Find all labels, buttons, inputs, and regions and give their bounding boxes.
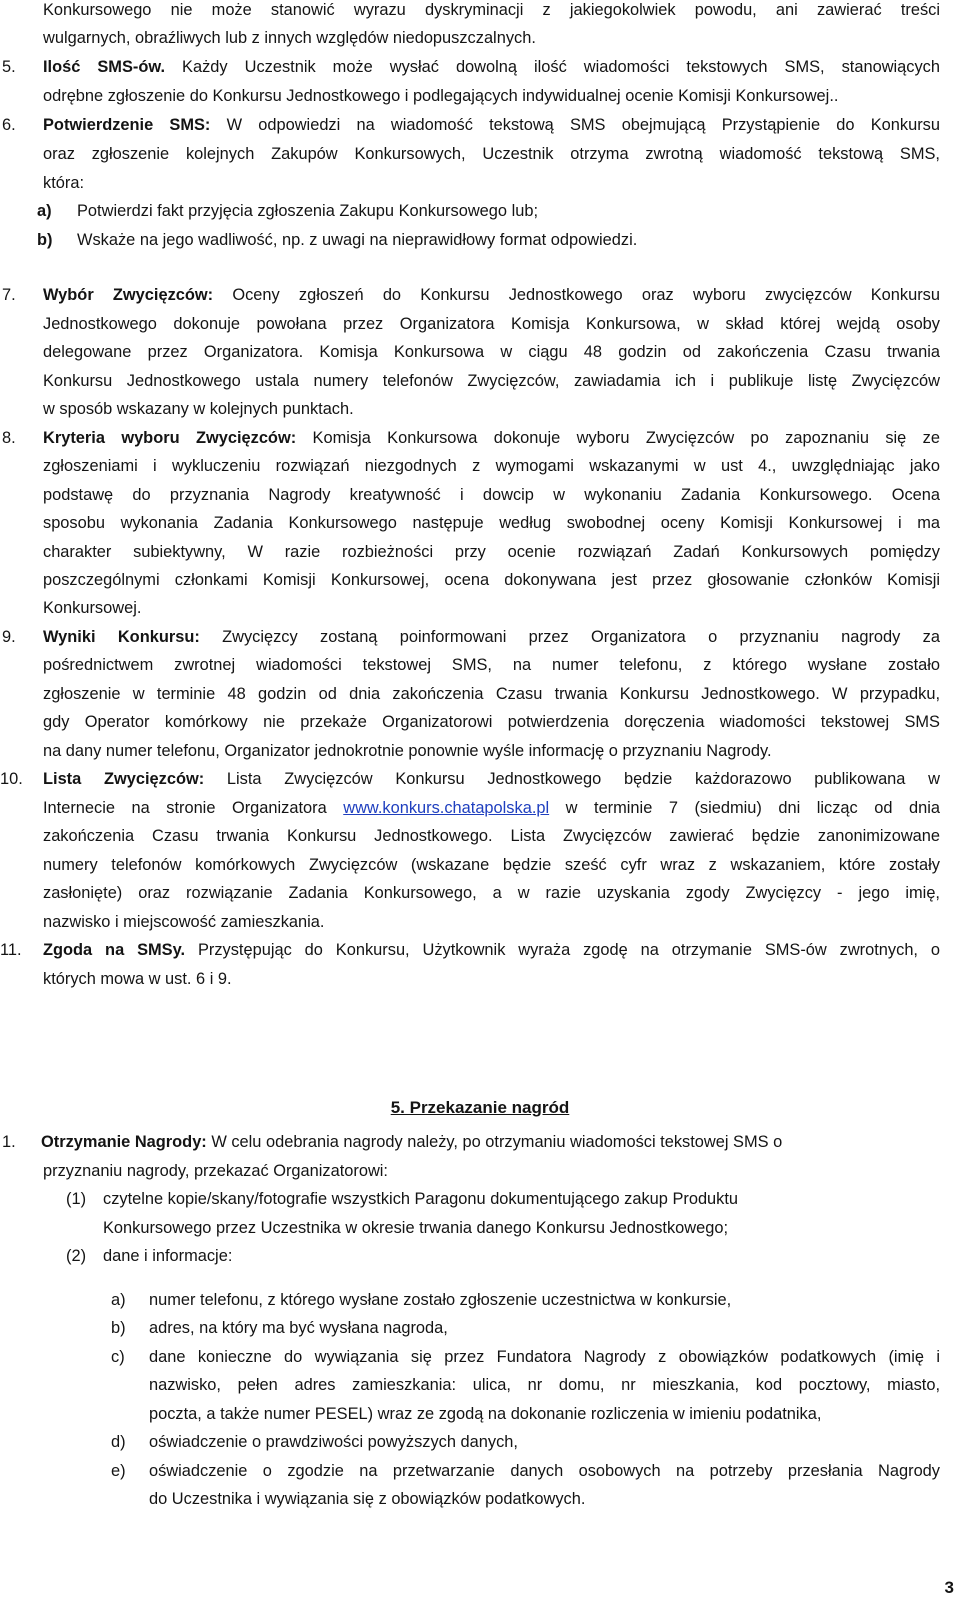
item-9-line: na dany numer telefonu, Organizator jednokrotnie ponownie wyśle informację o przyznaniu Nagrody. <box>43 742 772 760</box>
item-text: Komisja Konkursowa dokonuje wyboru Zwycięzców po zapoznaniu się ze <box>296 429 940 447</box>
item-6-line <box>43 115 940 135</box>
item-6-line: która: <box>43 174 84 192</box>
item-8-line: zgłoszeniami i wykluczeniu rozwiązań niezgodnych z wymogami wskazanymi w ust 4., uwzględniając jako <box>43 457 940 475</box>
list-label: (2) <box>66 1247 87 1265</box>
section-item-line <box>41 1132 782 1152</box>
item-10-line: nazwisko i miejscowość zamieszkania. <box>43 913 325 931</box>
item-10-line <box>43 798 940 818</box>
item-number: 9. <box>2 628 16 646</box>
item-heading: Ilość SMS-ów. <box>43 58 166 76</box>
item-7-line <box>43 285 940 305</box>
item-heading: Wyniki Konkursu: <box>43 628 200 646</box>
item-7-line: w sposób wskazany w kolejnych punktach. <box>43 400 354 418</box>
list-text: dane i informacje: <box>103 1247 233 1265</box>
item-number: 5. <box>2 58 16 76</box>
list-label: (1) <box>66 1190 87 1208</box>
item-10-line: zasłonięte) oraz rozwiązanie Zadania Konkursowego, a w razie uzyskania zgody Zwycięzcy - jego imię, <box>43 884 940 902</box>
item-number: 6. <box>2 116 16 134</box>
subitem-label: a) <box>37 202 52 220</box>
subitem-label: e) <box>111 1462 126 1480</box>
item-8-line: charakter subiektywny, W razie rozbieżności przy ocenie rozwiązań Zadań Konkursowych pomiędzy <box>43 543 940 561</box>
item-8-line: sposobu wykonania Zadania Konkursowego następuje według swobodnej oceny Komisji Konkursowej i ma <box>43 514 940 532</box>
item-8-line: poszczególnymi członkami Komisji Konkursowej, ocena dokonywana jest przez głosowanie członków Komisji <box>43 571 940 589</box>
item-text: Zwycięzcy zostaną poinformowani przez Organizatora o przyznaniu nagrody za <box>199 628 940 646</box>
subitem-text: oświadczenie o prawdziwości powyższych danych, <box>149 1433 518 1451</box>
item-text: Każdy Uczestnik może wysłać dowolną ilość wiadomości tekstowych SMS, stanowiących <box>165 58 940 76</box>
item-heading: Kryteria wyboru Zwycięzców: <box>43 429 297 447</box>
subitem-text: poczta, a także numer PESEL) wraz ze zgodą na dokonanie rozliczenia w imieniu podatnika, <box>149 1405 822 1423</box>
item-10-line: numery telefonów komórkowych Zwycięzców (wskazane będzie sześć cyfr wraz z wskazaniem, które zostały <box>43 856 940 874</box>
paragraph-line: Konkursowego nie może stanowić wyrazu dyskryminacji z jakiegokolwiek powodu, ani zawierać treści <box>43 1 940 19</box>
item-number: 8. <box>2 429 16 447</box>
subitem-label: b) <box>37 231 53 249</box>
item-8-line <box>43 428 940 448</box>
subitem-label: b) <box>111 1319 126 1337</box>
subitem-text: nazwisko, pełen adres zamieszkania: ulica, nr domu, nr mieszkania, kod pocztowy, miasto, <box>149 1376 940 1394</box>
item-8-line: Konkursowej. <box>43 599 142 617</box>
item-text: W odpowiedzi na wiadomość tekstową SMS obejmującą Przystąpienie do Konkursu <box>210 116 940 134</box>
item-text: Przystępując do Konkursu, Użytkownik wyraża zgodę na otrzymanie SMS-ów zwrotnych, o <box>185 941 940 959</box>
item-8-line: podstawę do przyznania Nagrody kreatywność i dowcip w wykonaniu Zadania Konkursowego. Ocena <box>43 486 940 504</box>
item-10-line <box>43 769 940 789</box>
item-text: Oceny zgłoszeń do Konkursu Jednostkowego oraz wyboru zwycięzców Konkursu <box>213 286 940 304</box>
subitem-text: Wskaże na jego wadliwość, np. z uwagi na nieprawidłowy format odpowiedzi. <box>77 231 638 249</box>
section-item-line: przyznaniu nagrody, przekazać Organizatorowi: <box>43 1162 388 1180</box>
subitem-text: do Uczestnika i wywiązania się z obowiązków podatkowych. <box>149 1490 586 1508</box>
item-7-line: delegowane przez Organizatora. Komisja Konkursowa w ciągu 48 godzin od zakończenia Czasu trwania <box>43 343 940 361</box>
item-6-line: oraz zgłoszenie kolejnych Zakupów Konkursowych, Uczestnik otrzyma zwrotną wiadomość tekstową SMS, <box>43 145 940 163</box>
item-11-line <box>43 940 940 960</box>
item-text: Internecie na stronie Organizatora <box>43 799 344 817</box>
item-heading: Zgoda na SMSy. <box>43 941 186 959</box>
section-heading: 5. Przekazanie nagród <box>390 1098 570 1117</box>
organizer-website-link[interactable]: www.konkurs.chatapolska.pl <box>343 799 550 817</box>
item-number: 7. <box>2 286 16 304</box>
item-9-line: pośrednictwem zwrotnej wiadomości tekstowej SMS, na numer telefonu, z którego wysłane zostało <box>43 656 940 674</box>
item-heading: Otrzymanie Nagrody: <box>41 1133 207 1151</box>
item-7-line: Jednostkowego dokonuje powołana przez Organizatora Komisja Konkursowa, w skład której wejdą osoby <box>43 315 940 333</box>
item-text: Lista Zwycięzców Konkursu Jednostkowego będzie każdorazowo publikowana w <box>204 770 940 788</box>
item-10-line: zakończenia Czasu trwania Konkursu Jednostkowego. Lista Zwycięzców zawierać będzie zanonimizowane <box>43 827 940 845</box>
item-number: 1. <box>2 1133 16 1151</box>
subitem-text: oświadczenie o zgodzie na przetwarzanie danych osobowych na potrzeby przesłania Nagrody <box>149 1462 940 1480</box>
item-5-line: odrębne zgłoszenie do Konkursu Jednostkowego i podlegających indywidualnej ocenie Komisji Konkursowej.. <box>43 87 839 105</box>
list-text: czytelne kopie/skany/fotografie wszystkich Paragonu dokumentującego zakup Produktu <box>103 1190 739 1208</box>
item-7-line: Konkursu Jednostkowego ustala numery telefonów Zwycięzców, zawiadamia ich i publikuje listę Zwycięzców <box>43 372 940 390</box>
item-heading: Lista Zwycięzców: <box>43 770 205 788</box>
list-text: Konkursowego przez Uczestnika w okresie trwania danego Konkursu Jednostkowego; <box>103 1219 729 1237</box>
subitem-text: numer telefonu, z którego wysłane zostało zgłoszenie uczestnictwa w konkursie, <box>149 1291 732 1309</box>
subitem-label: c) <box>111 1348 125 1366</box>
item-9-line: gdy Operator komórkowy nie przekaże Organizatorowi potwierdzenia doręczenia wiadomości tekstowej SMS <box>43 713 940 731</box>
subitem-text: adres, na który ma być wysłana nagroda, <box>149 1319 448 1337</box>
item-text: w terminie 7 (siedmiu) dni licząc od dnia <box>549 799 941 817</box>
subitem-text: Potwierdzi fakt przyjęcia zgłoszenia Zakupu Konkursowego lub; <box>77 202 538 220</box>
subitem-text: dane konieczne do wywiązania się przez Fundatora Nagrody z obowiązków podatkowych (imię i <box>149 1348 940 1366</box>
page-number: 3 <box>944 1578 954 1597</box>
item-11-line: których mowa w ust. 6 i 9. <box>43 970 232 988</box>
subitem-label: a) <box>111 1291 126 1309</box>
item-heading: Wybór Zwycięzców: <box>43 286 214 304</box>
item-9-line <box>43 627 940 647</box>
item-number: 11. <box>0 941 22 959</box>
item-text: W celu odebrania nagrody należy, po otrzymaniu wiadomości tekstowej SMS o <box>206 1133 783 1151</box>
item-5-line <box>43 57 940 77</box>
item-number: 10. <box>0 770 23 788</box>
item-heading: Potwierdzenie SMS: <box>43 116 211 134</box>
item-9-line: zgłoszenie w terminie 48 godzin od dnia zakończenia Czasu trwania Konkursu Jednostkowego. W przypadku, <box>43 685 940 703</box>
subitem-label: d) <box>111 1433 126 1451</box>
paragraph-line: wulgarnych, obraźliwych lub z innych względów niedopuszczalnych. <box>43 29 536 47</box>
